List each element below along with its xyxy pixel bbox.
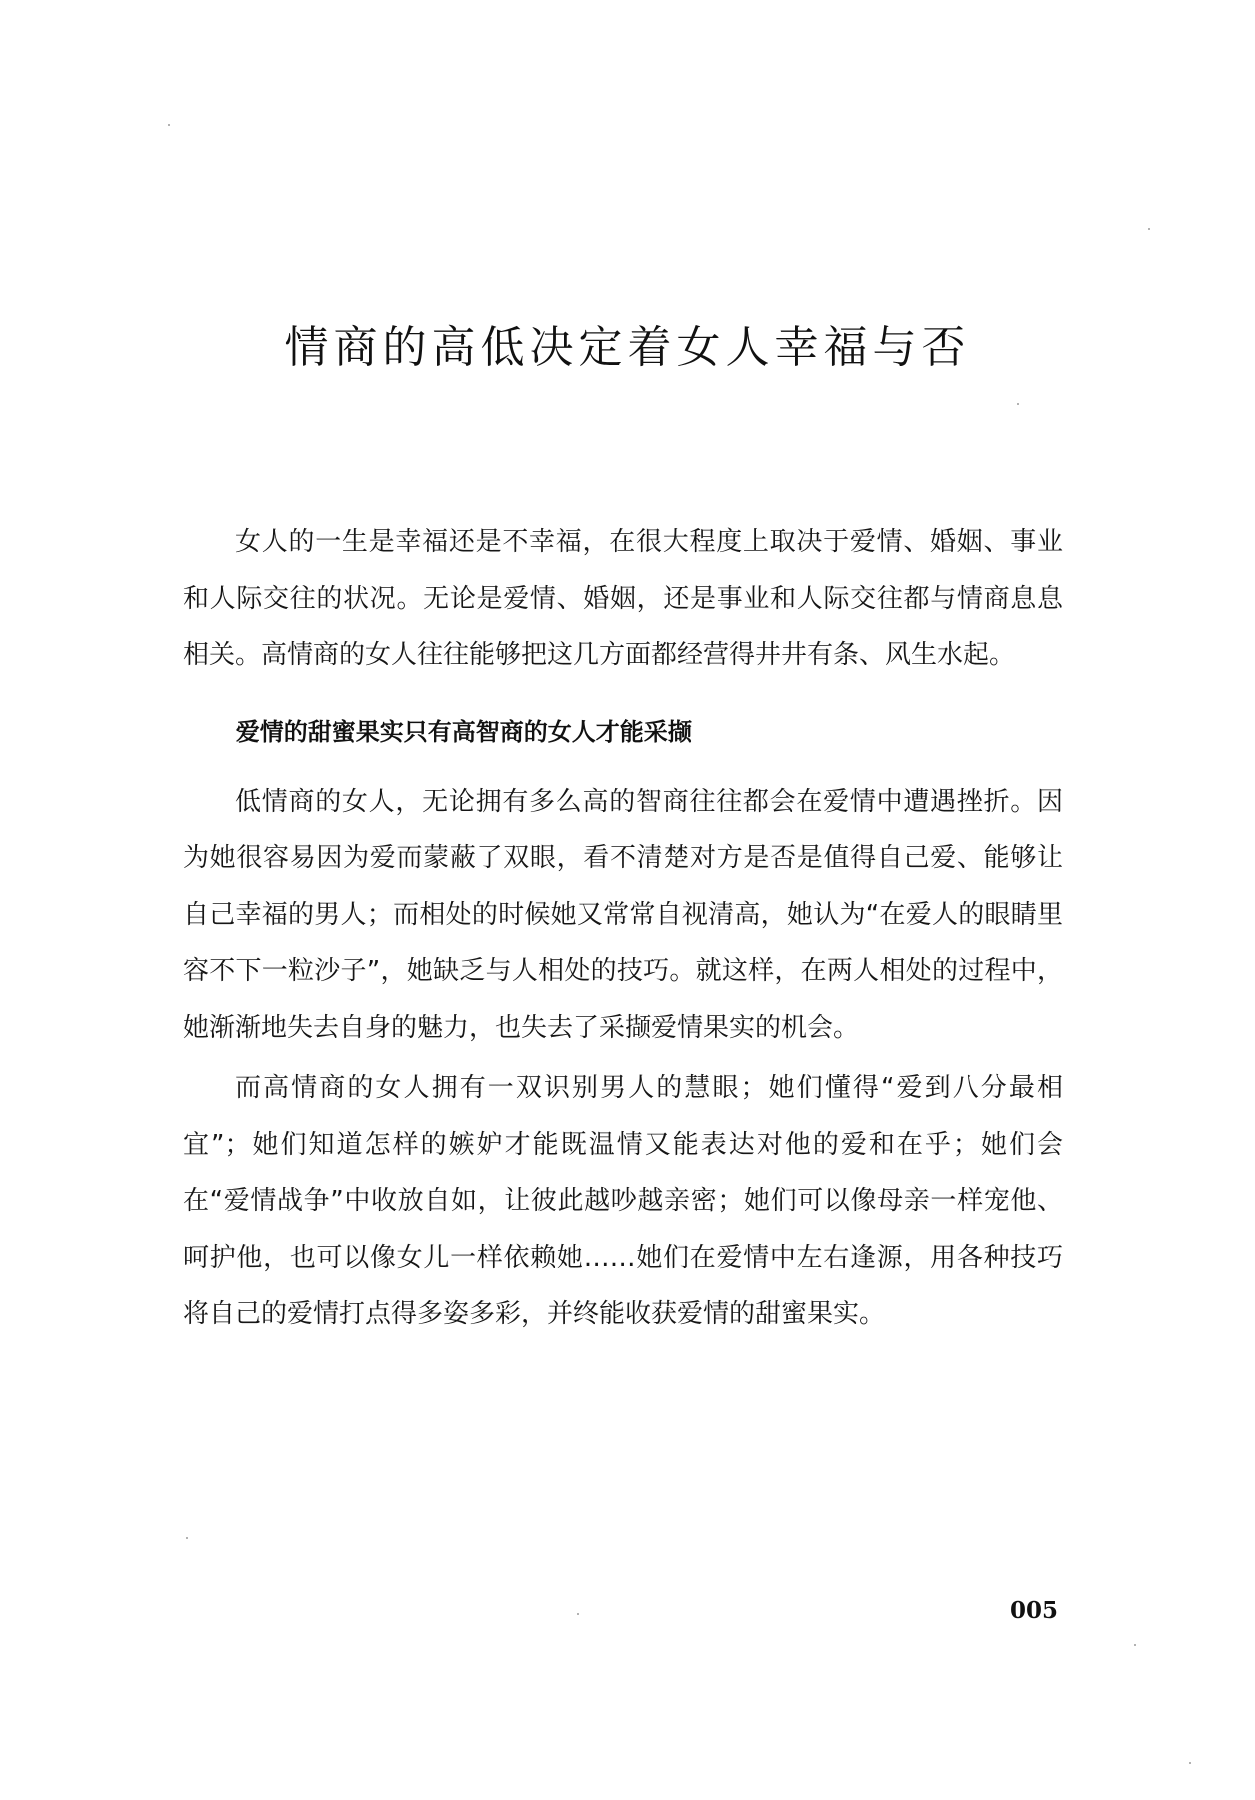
scan-speck [186, 1537, 188, 1539]
body-text [183, 514, 1063, 1343]
scan-speck [577, 1613, 579, 1615]
scan-speck [168, 124, 170, 126]
scan-speck [1017, 403, 1019, 405]
scan-speck [1134, 1644, 1136, 1646]
scan-speck [1189, 1762, 1191, 1764]
chapter-title: 情商的高低决定着女人幸福与否 [284, 322, 971, 373]
page-number: 005 [1010, 1597, 1059, 1624]
paragraph: 低情商的女人，无论拥有多么高的智商往往都会在爱情中遭遇挫折。因为她很容易因为爱而蒙蔽了双眼，看不清楚对方是否是值得自己爱、能够让自己幸福的男人；而相处的时候她又常常自视清高，她认为“在爱人的眼睛里容不下一粒沙子”，她缺乏与人相处的技巧。就这样，在两人相处的过程中，她渐渐地失去自身的魅力，也失去了采撷爱情果实的机会。 [183, 786, 1063, 1043]
paragraph: 而高情商的女人拥有一双识别男人的慧眼；她们懂得“爱到八分最相宜”；她们知道怎样的嫉妒才能既温情又能表达对他的爱和在乎；她们会在“爱情战争”中收放自如，让彼此越吵越亲密；她们可以像母亲一样宠他、呵护他，也可以像女儿一样依赖她……她们在爱情中左右逢源，用各种技巧将自己的爱情打点得多姿多彩，并终能收获爱情的甜蜜果实。 [183, 1073, 1063, 1329]
section-heading: 爱情的甜蜜果实只有高智商的女人才能采撷 [235, 717, 692, 746]
paragraph: 女人的一生是幸福还是不幸福，在很大程度上取决于爱情、婚姻、事业和人际交往的状况。无论是爱情、婚姻，还是事业和人际交往都与情商息息相关。高情商的女人往往能够把这几方面都经营得井井有条、风生水起。 [183, 527, 1063, 670]
scan-speck [1148, 228, 1150, 230]
